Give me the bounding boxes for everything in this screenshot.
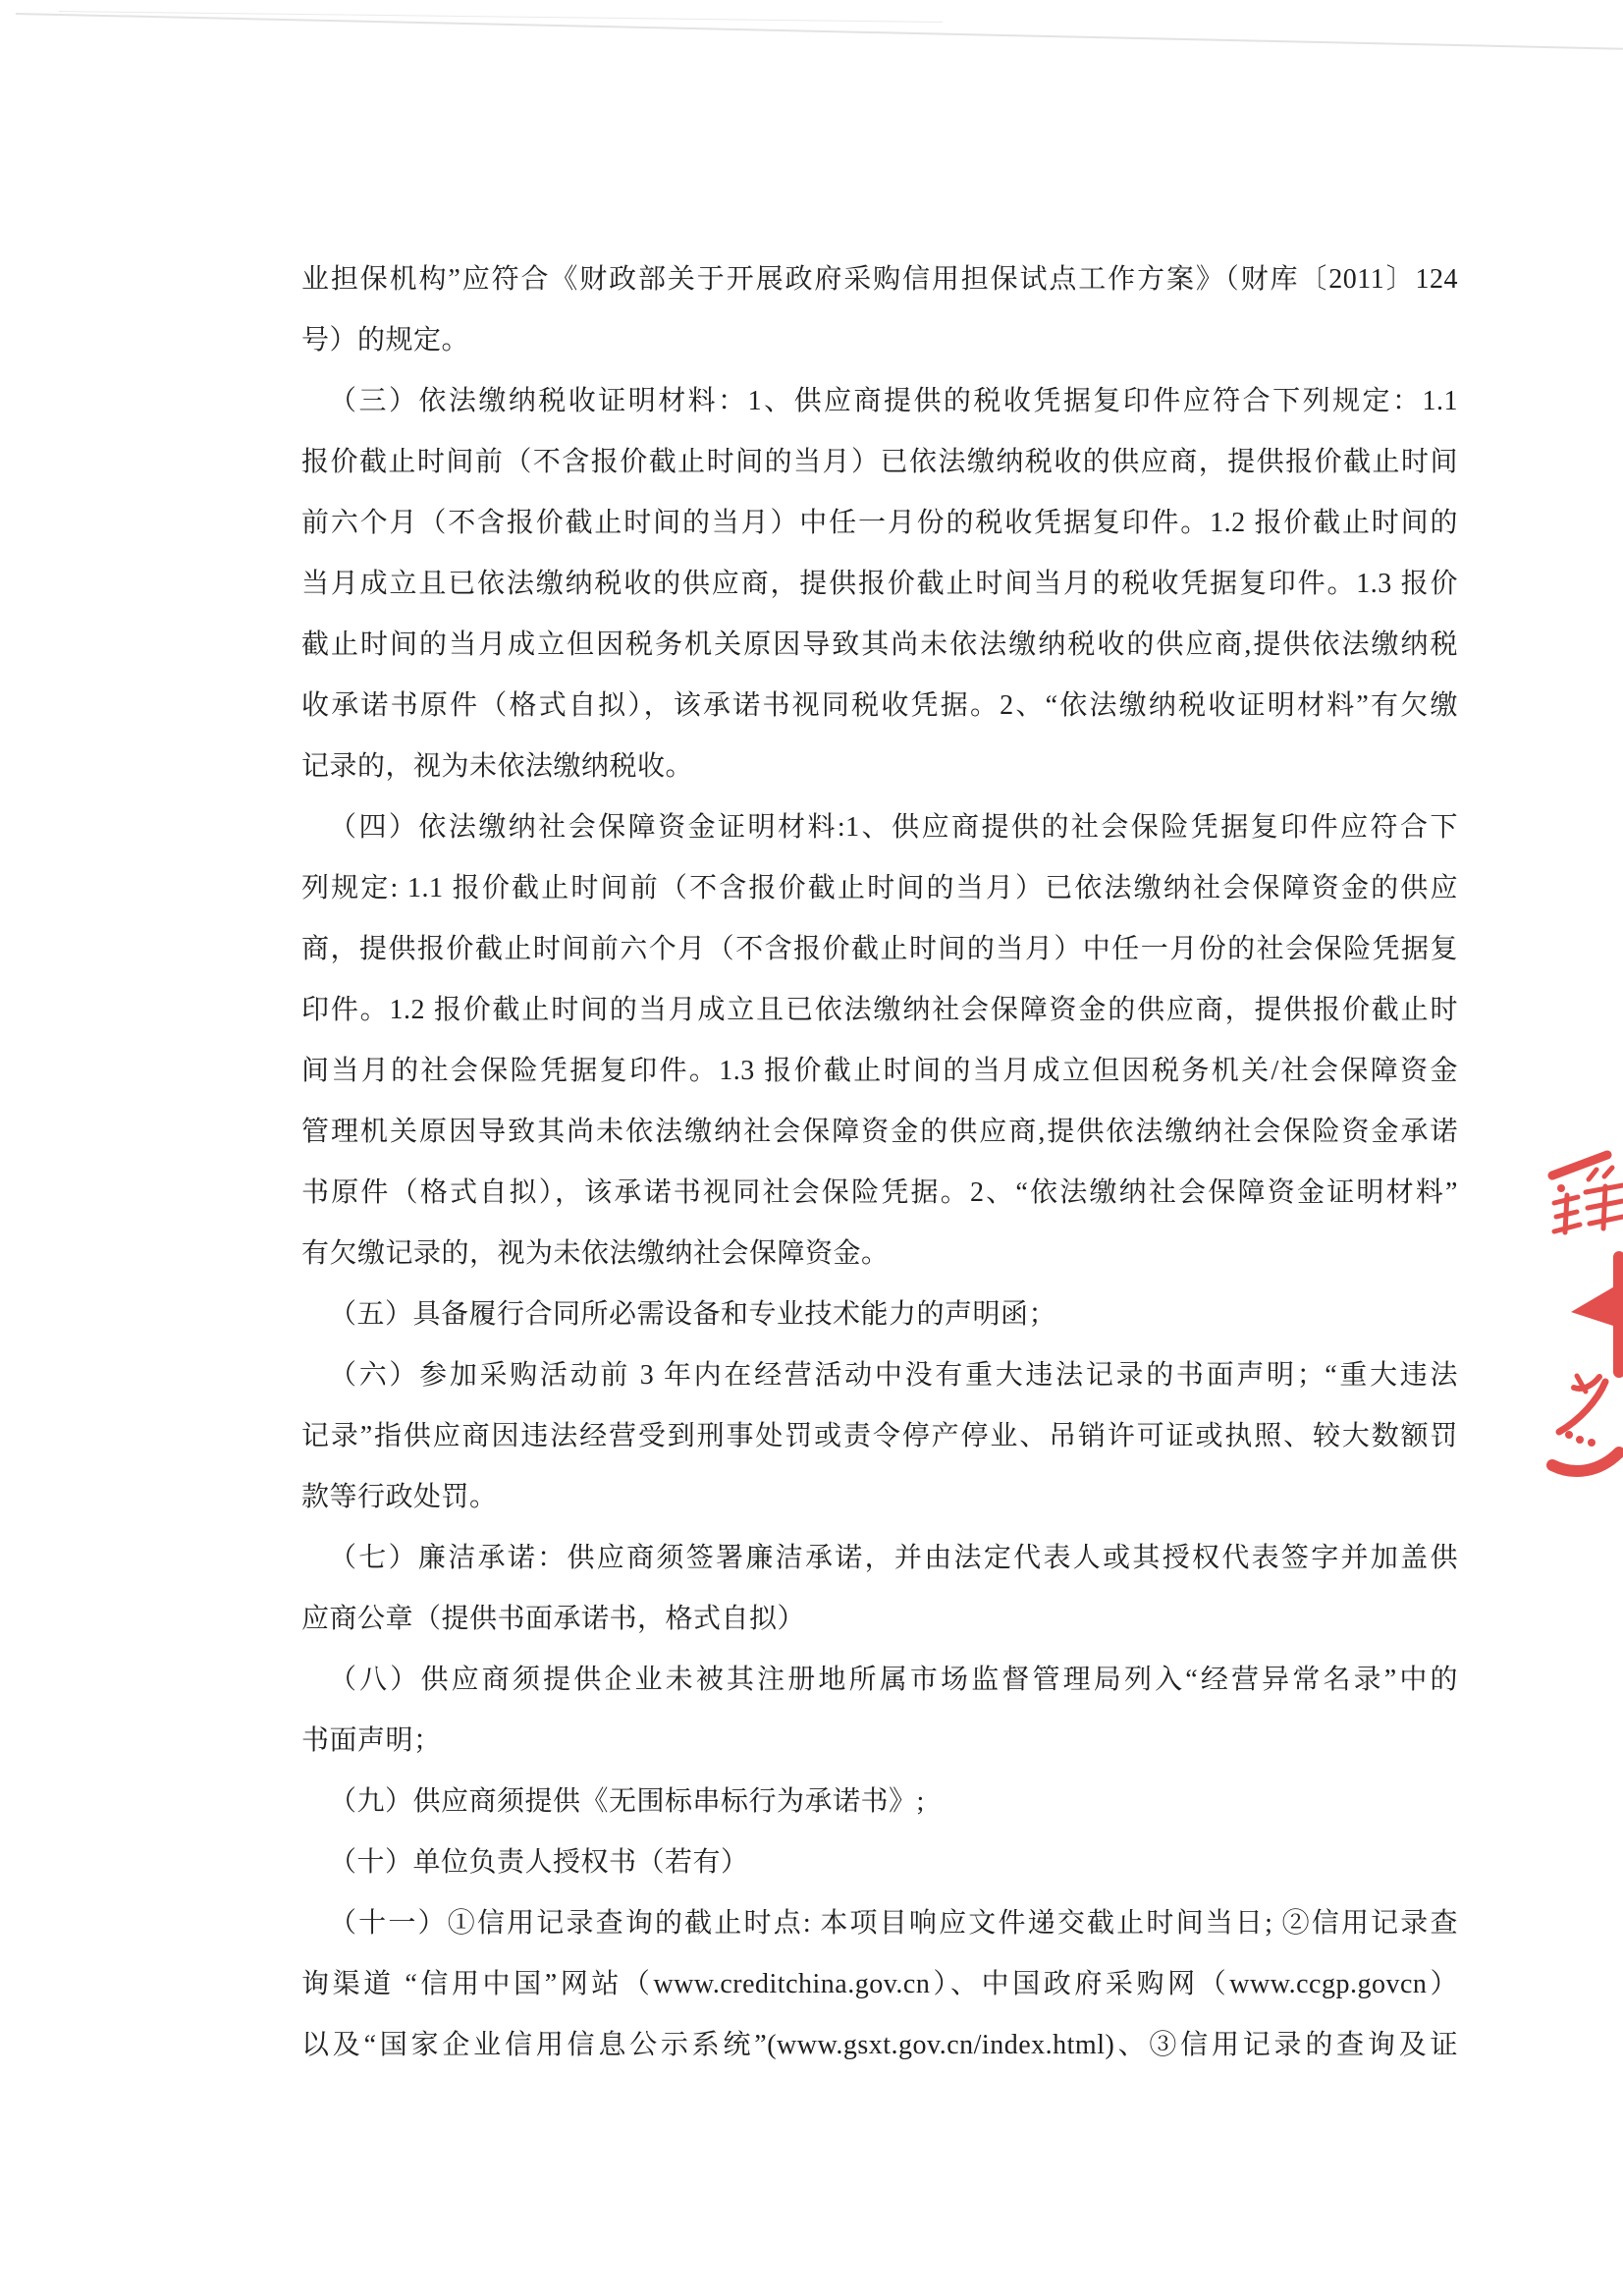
text-line: 业担保机构”应符合《财政部关于开展政府采购信用担保试点工作方案》（财库〔2011〕124 [301, 264, 1458, 295]
text-line: 商，提供报价截止时间前六个月（不含报价截止时间的当月）中任一月份的社会保险凭据复 [301, 934, 1458, 964]
text-line: 应商公章（提供书面承诺书，格式自拟） [301, 1604, 806, 1634]
text-line: 收承诺书原件（格式自拟），该承诺书视同税收凭据。2、“依法缴纳税收证明材料”有欠缴 [301, 690, 1458, 721]
text-line: （三）依法缴纳税收证明材料：1、供应商提供的税收凭据复印件应符合下列规定：1.1 [329, 386, 1458, 416]
text-line: （九）供应商须提供《无围标串标行为承诺书》; [329, 1786, 925, 1817]
text-line: 报价截止时间前（不含报价截止时间的当月）已依法缴纳税收的供应商，提供报价截止时间 [301, 447, 1458, 477]
text-line: 以及“国家企业信用信息公示系统”(www.gsxt.gov.cn/index.html)、③信用记录的查询及证 [301, 2030, 1458, 2060]
text-line: 记录的，视为未依法缴纳税收。 [301, 751, 694, 782]
text-line: （十）单位负责人授权书（若有） [329, 1847, 749, 1878]
text-line: 款等行政处罚。 [301, 1482, 498, 1512]
text-line: 记录”指供应商因违法经营受到刑事处罚或责令停产停业、吊销许可证或执照、较大数额罚 [301, 1421, 1458, 1451]
text-line: 列规定: 1.1 报价截止时间前（不含报价截止时间的当月）已依法缴纳社会保障资金的供应 [301, 873, 1458, 903]
text-line: 前六个月（不含报价截止时间的当月）中任一月份的税收凭据复印件。1.2 报价截止时间的 [301, 508, 1458, 538]
text-line: 号）的规定。 [301, 325, 470, 355]
red-ink-stamp-icon [1544, 1129, 1623, 1488]
text-line: （七）廉洁承诺：供应商须签署廉洁承诺，并由法定代表人或其授权代表签字并加盖供 [329, 1543, 1458, 1573]
text-line: （五）具备履行合同所必需设备和专业技术能力的声明函； [329, 1299, 1057, 1330]
text-line: （六）参加采购活动前 3 年内在经营活动中没有重大违法记录的书面声明；“重大违法 [329, 1360, 1458, 1391]
text-line: 当月成立且已依法缴纳税收的供应商，提供报价截止时间当月的税收凭据复印件。1.3 报价 [301, 569, 1458, 599]
text-line: 书原件（格式自拟），该承诺书视同社会保险凭据。2、“依法缴纳社会保障资金证明材料” [301, 1177, 1458, 1208]
text-line: 截止时间的当月成立但因税务机关原因导致其尚未依法缴纳税收的供应商,提供依法缴纳税 [301, 629, 1458, 660]
text-line: 询渠道 “信用中国”网站（www.creditchina.gov.cn）、中国政府采购网（www.ccgp.govcn） [301, 1969, 1458, 1999]
text-line: （四）依法缴纳社会保障资金证明材料:1、供应商提供的社会保险凭据复印件应符合下 [329, 812, 1458, 843]
text-line: 管理机关原因导致其尚未依法缴纳社会保障资金的供应商,提供依法缴纳社会保险资金承诺 [301, 1117, 1458, 1147]
text-line: 间当月的社会保险凭据复印件。1.3 报价截止时间的当月成立但因税务机关/社会保障资金 [301, 1056, 1458, 1086]
document-text [301, 249, 1458, 2076]
scan-artifact-line [16, 13, 1623, 51]
text-line: （八）供应商须提供企业未被其注册地所属市场监督管理局列入“经营异常名录”中的 [329, 1665, 1458, 1695]
text-line: 书面声明； [301, 1725, 442, 1756]
text-line: 印件。1.2 报价截止时间的当月成立且已依法缴纳社会保障资金的供应商，提供报价截止时 [301, 995, 1458, 1025]
text-line: （十一）①信用记录查询的截止时点: 本项目响应文件递交截止时间当日; ②信用记录查 [329, 1908, 1458, 1939]
text-line: 有欠缴记录的，视为未依法缴纳社会保障资金。 [301, 1238, 890, 1269]
